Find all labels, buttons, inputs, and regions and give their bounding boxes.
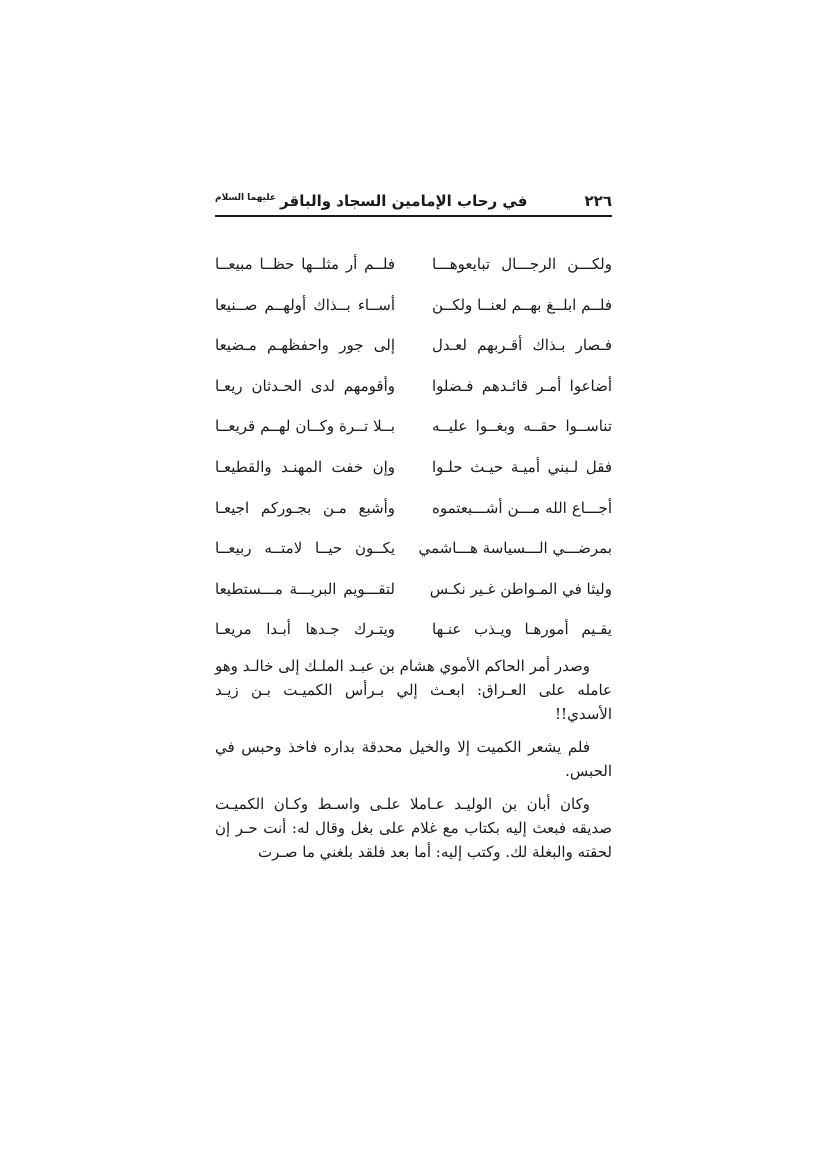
verse-second-hemistich: لتقـــويم البريـــة مـــستطيعا	[215, 579, 395, 598]
poem-verse	[215, 455, 612, 496]
verse-first-hemistich: بمرضـــي الـــسياسة هـــاشمي	[418, 539, 612, 558]
page-number: ٢٢٦	[584, 192, 612, 210]
running-header	[215, 183, 612, 215]
verse-first-hemistich: ولكـــن الرجـــال تبايعوهـــا	[432, 255, 612, 273]
verse-second-hemistich: فلــم أر مثلــها حظــا مبيعــا	[215, 255, 395, 273]
verse-second-hemistich: يكــون حيــا لامتــه ربيعــا	[215, 539, 395, 558]
verse-first-hemistich: تناســوا حقــه وبغــوا عليــه	[432, 417, 612, 436]
verse-first-hemistich: فقل لـبني أميـة حيـث حلـوا	[432, 457, 612, 476]
prose-paragraph: فلم يشعر الكميت إلا والخيل محدقة بداره فاخذ وحبس في الحبس.	[215, 738, 612, 780]
honorific-glyph: عليهما السلام	[215, 193, 277, 203]
prose-paragraph: وكان أبان بن الوليـد عـاملا علـى واسـط وكـان الكميـت صديقه فبعث إليه بكتاب مع غلام على بغل وقال له: أنت حـر إن لحقته والبغلة لك. وكتب إليه: أما بعد فلقد بلغني ما صـرت	[215, 795, 612, 861]
verse-first-hemistich: فـصار بـذاك أقـربهم لعـدل	[432, 336, 612, 355]
header-title-group	[215, 191, 527, 215]
verse-second-hemistich: وإن خفت المهنـد والقطيعـا	[215, 457, 395, 476]
verse-second-hemistich: وأقومهم لدى الحـدثان ريعـا	[215, 376, 395, 395]
verse-first-hemistich: وليثا في المـواطن غـير نكـس	[429, 579, 612, 598]
poem-verse	[215, 333, 612, 374]
verse-first-hemistich: أجـــاع الله مـــن أشـــبعتموه	[432, 498, 612, 517]
poem-verse	[215, 252, 612, 293]
poem-verse	[215, 414, 612, 455]
verse-second-hemistich: وأشبع مـن بجـوركم اجيعـا	[215, 498, 395, 517]
poem-verse	[215, 496, 612, 537]
poem-verse	[215, 617, 612, 658]
verse-second-hemistich: إلى جور واحفظهـم مـضيعا	[215, 336, 395, 355]
header-rule	[215, 215, 612, 217]
prose-paragraph: وصدر أمر الحاكم الأموي هشام بن عبـد الملـك إلى خالـد وهو عامله على العـراق: ابعـث إلي بـرأس الكميـت بـن زيـد الأسدي!!	[215, 657, 612, 723]
verse-second-hemistich: أســاء بــذاك أولهــم صــنيعا	[215, 295, 395, 314]
verse-second-hemistich: ويتـرك جـدها أبـدا مريعـا	[215, 620, 395, 639]
verse-first-hemistich: أضاعوا أمـر قائـدهم فـضلوا	[432, 376, 612, 395]
book-title: في رحاب الإمامين السجاد والباقر	[280, 192, 528, 210]
poem-verse	[215, 293, 612, 334]
poem-verse	[215, 536, 612, 577]
poem	[215, 252, 612, 658]
prose-body	[215, 654, 612, 873]
verse-second-hemistich: بــلا تــرة وكــان لهــم قريعــا	[215, 417, 395, 436]
verse-first-hemistich: يقـيم أمورهـا ويـذب عنـها	[432, 620, 612, 639]
verse-first-hemistich: فلــم ابلــغ بهــم لعنــا ولكــن	[432, 295, 612, 314]
poem-verse	[215, 577, 612, 618]
poem-verse	[215, 374, 612, 415]
